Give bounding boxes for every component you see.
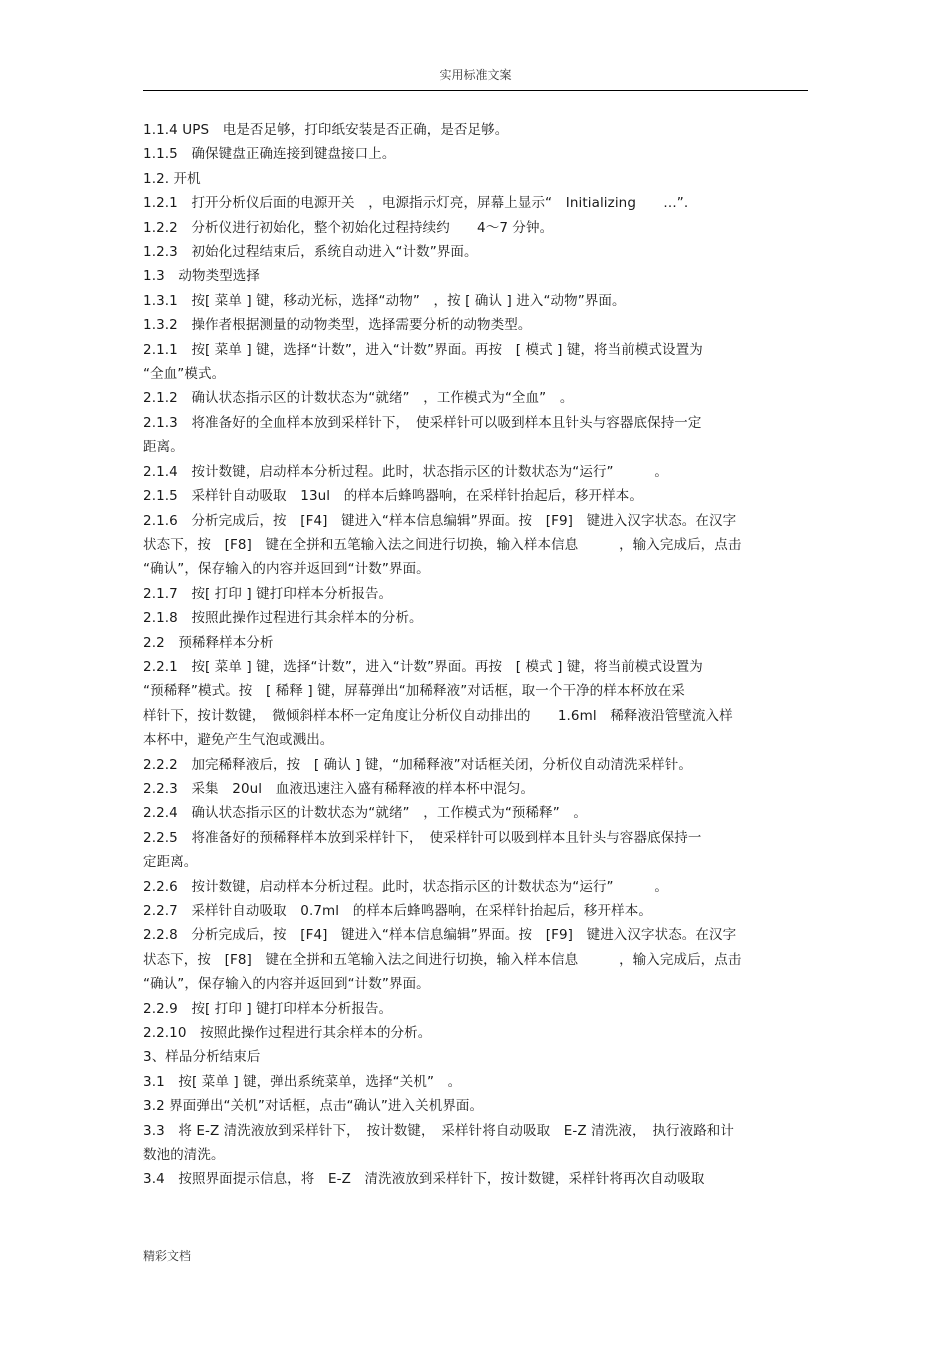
page-footer: 精彩文档 — [143, 1249, 192, 1263]
text-line: 定距离。 — [143, 854, 198, 871]
text-line: 1.3.2 操作者根据测量的动物类型，选择需要分析的动物类型。 — [143, 317, 532, 334]
text-line: 1.1.5 确保键盘正确连接到键盘接口上。 — [143, 146, 396, 163]
text-line: 数池的清洗。 — [143, 1147, 225, 1164]
text-line: 2.2.10 按照此操作过程进行其余样本的分析。 — [143, 1025, 432, 1042]
text-line: 2.1.6 分析完成后，按 [F4] 键进入“样本信息编辑”界面。按 [F9] 键进入汉字状态。在汉字 — [143, 512, 737, 529]
text-line: 2.1.8 按照此操作过程进行其余样本的分析。 — [143, 610, 423, 627]
text-line: 3、样品分析结束后 — [143, 1049, 261, 1066]
text-line: 2.2.9 按[ 打印 ] 键打印样本分析报告。 — [143, 1000, 393, 1017]
text-line: 状态下，按 [F8] 键在全拼和五笔输入法之间进行切换，输入样本信息 ，输入完成后，点击 — [143, 536, 742, 553]
text-line: 3.4 按照界面提示信息，将 E-Z 清洗液放到采样针下，按计数键，采样针将再次自动吸取 — [143, 1171, 705, 1188]
text-line: 2.2.2 加完稀释液后，按 [ 确认 ] 键，“加稀释液”对话框关闭，分析仪自动清洗采样针。 — [143, 756, 692, 773]
text-line: 本杯中，避免产生气泡或溅出。 — [143, 732, 334, 749]
text-line: “预稀释”模式。按 [ 稀释 ] 键，屏幕弹出“加稀释液”对话框，取一个干净的样本杯放在采 — [143, 683, 685, 700]
text-line: 2.2.1 按[ 菜单 ] 键，选择“计数”，进入“计数”界面。再按 [ 模式 ] 键，将当前模式设置为 — [143, 658, 703, 675]
text-line: 状态下，按 [F8] 键在全拼和五笔输入法之间进行切换，输入样本信息 ，输入完成后，点击 — [143, 951, 742, 968]
text-line: 1.3 动物类型选择 — [143, 268, 260, 285]
text-line: 3.3 将 E-Z 清洗液放到采样针下， 按计数键， 采样针将自动吸取 E-Z 清洗液， 执行液路和计 — [143, 1122, 734, 1139]
text-line: 1.2.3 初始化过程结束后，系统自动进入“计数”界面。 — [143, 244, 478, 261]
text-line: 1.2.2 分析仪进行初始化，整个初始化过程持续约 4～7 分钟。 — [143, 219, 554, 236]
header-divider — [143, 90, 808, 91]
text-line: 2.2.5 将准备好的预稀释样本放到采样针下， 使采样针可以吸到样本且针头与容器底保持一 — [143, 829, 702, 846]
text-line: 2.1.4 按计数键，启动样本分析过程。此时，状态指示区的计数状态为“运行” 。 — [143, 463, 669, 480]
text-line: 样针下，按计数键， 微倾斜样本杯一定角度让分析仪自动排出的 1.6ml 稀释液沿管壁流入样 — [143, 707, 733, 724]
text-line: 2.2.8 分析完成后，按 [F4] 键进入“样本信息编辑”界面。按 [F9] 键进入汉字状态。在汉字 — [143, 927, 737, 944]
text-line: 2.1.3 将准备好的全血样本放到采样针下， 使采样针可以吸到样本且针头与容器底保持一定 — [143, 414, 702, 431]
text-line: 2.1.1 按[ 菜单 ] 键，选择“计数”，进入“计数”界面。再按 [ 模式 ] 键，将当前模式设置为 — [143, 341, 703, 358]
page-header: 实用标准文案 — [439, 68, 512, 82]
text-line: 3.1 按[ 菜单 ] 键，弹出系统菜单，选择“关机” 。 — [143, 1073, 462, 1090]
text-line: 1.1.4 UPS 电是否足够，打印纸安装是否正确，是否足够。 — [143, 122, 509, 138]
text-line: 2.1.7 按[ 打印 ] 键打印样本分析报告。 — [143, 585, 393, 602]
text-line: “确认”，保存输入的内容并返回到“计数”界面。 — [143, 561, 430, 578]
text-line: 1.2. 开机 — [143, 170, 201, 187]
text-line: “确认”，保存输入的内容并返回到“计数”界面。 — [143, 976, 430, 993]
text-line: 3.2 界面弹出“关机”对话框，点击“确认”进入关机界面。 — [143, 1098, 484, 1115]
text-line: “全血”模式。 — [143, 366, 226, 383]
text-line: 2.2.4 确认状态指示区的计数状态为“就绪” ，工作模式为“预稀释” 。 — [143, 805, 588, 822]
text-line: 2.1.2 确认状态指示区的计数状态为“就绪” ，工作模式为“全血” 。 — [143, 390, 574, 407]
text-line: 2.2.3 采集 20ul 血液迅速注入盛有稀释液的样本杯中混匀。 — [143, 780, 535, 797]
text-line: 距离。 — [143, 439, 184, 456]
text-line: 2.2.6 按计数键，启动样本分析过程。此时，状态指示区的计数状态为“运行” 。 — [143, 878, 669, 895]
text-line: 2.2 预稀释样本分析 — [143, 634, 274, 651]
text-line: 2.2.7 采样针自动吸取 0.7ml 的样本后蜂鸣器响，在采样针抬起后，移开样本。 — [143, 903, 652, 919]
document-body — [143, 118, 803, 1192]
text-line: 1.3.1 按[ 菜单 ] 键，移动光标，选择“动物” ，按 [ 确认 ] 进入“动物”界面。 — [143, 292, 626, 309]
text-line: 1.2.1 打开分析仪后面的电源开关 ，电源指示灯亮，屏幕上显示“ Initializing …”. — [143, 195, 689, 212]
text-line: 2.1.5 采样针自动吸取 13ul 的样本后蜂鸣器响，在采样针抬起后，移开样本。 — [143, 488, 643, 505]
